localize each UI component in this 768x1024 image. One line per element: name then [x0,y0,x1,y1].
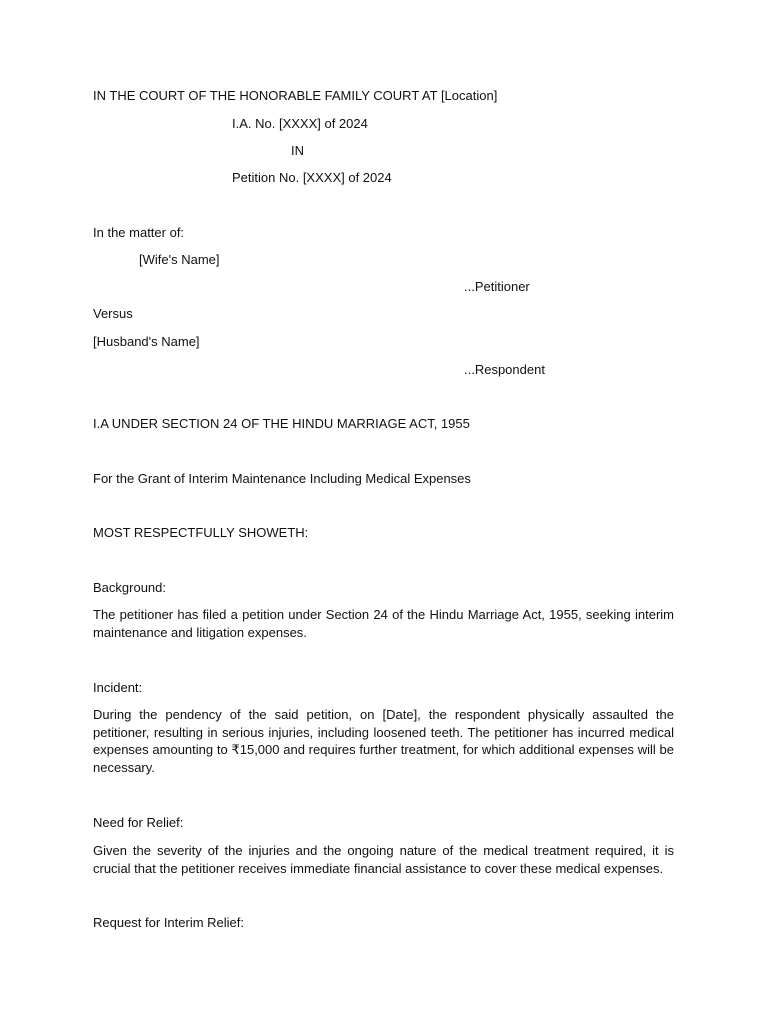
petitioner-name: [Wife's Name] [139,252,220,267]
respondent-role: ...Respondent [464,362,545,377]
need-for-relief-paragraph: Given the severity of the injuries and the ongoing nature of the medical treatment required, it is crucial that the petitioner receives immediate financial assistance to cover these medical expenses. [93,843,674,876]
in-connector: IN [291,143,304,158]
background-paragraph: The petitioner has filed a petition under Section 24 of the Hindu Marriage Act, 1955, seeking interim maintenance and litigation expenses. [93,607,674,640]
application-title: I.A UNDER SECTION 24 OF THE HINDU MARRIAGE ACT, 1955 [93,416,470,431]
versus-label: Versus [93,306,133,321]
petition-number: Petition No. [XXXX] of 2024 [232,170,392,185]
petitioner-role: ...Petitioner [464,279,530,294]
application-purpose: For the Grant of Interim Maintenance Including Medical Expenses [93,471,471,486]
ia-number: I.A. No. [XXXX] of 2024 [232,116,368,131]
request-heading: Request for Interim Relief: [93,915,245,930]
respondent-name: [Husband's Name] [93,334,200,349]
need-for-relief-heading: Need for Relief: [93,815,184,830]
incident-paragraph: During the pendency of the said petition, on [Date], the respondent physically assaulted the petitioner, resulting in serious injuries, including loosened teeth. The petitioner has incurred medical expenses amounting to ₹15,000 and requires further treatment, for which additional expenses will be necessary. [93,707,674,775]
court-heading: IN THE COURT OF THE HONORABLE FAMILY COURT AT [Location] [93,88,498,103]
background-heading: Background: [93,580,166,595]
incident-heading: Incident: [93,680,143,695]
showeth-heading: MOST RESPECTFULLY SHOWETH: [93,525,309,540]
matter-intro: In the matter of: [93,225,185,240]
